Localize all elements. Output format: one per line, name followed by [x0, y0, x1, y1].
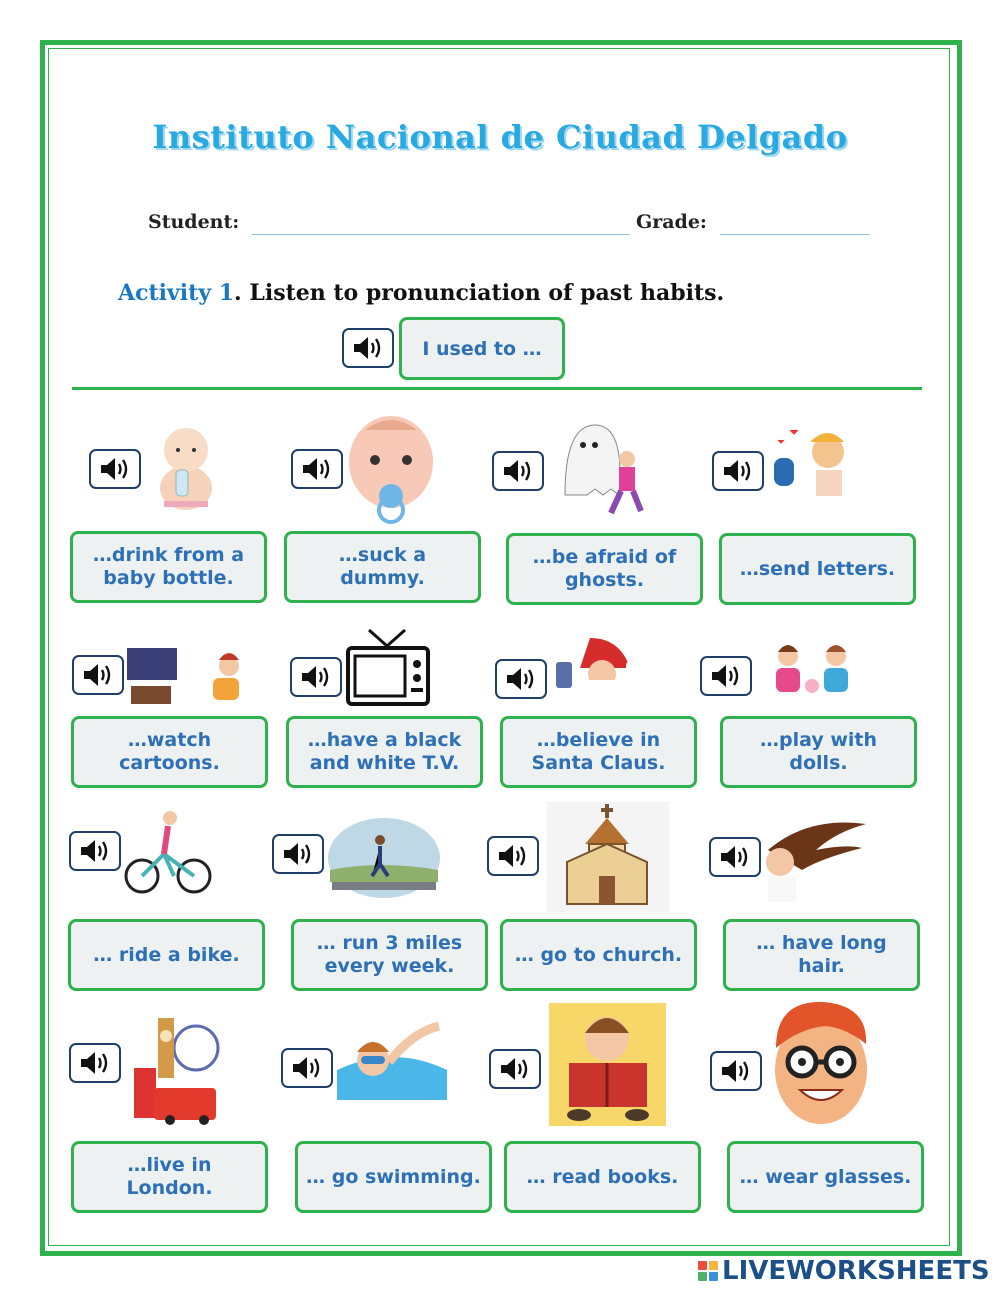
speaker-button[interactable] [492, 451, 544, 491]
speaker-button[interactable] [272, 834, 324, 874]
watching-tv-picture [125, 646, 243, 708]
speaker-button[interactable] [89, 449, 141, 489]
phrase-card[interactable]: … run 3 miles every week. [291, 919, 488, 991]
phrase-card[interactable]: … read books. [504, 1141, 701, 1213]
phrase-card[interactable]: …have a black and white T.V. [286, 716, 483, 788]
speaker-button[interactable] [69, 1043, 121, 1083]
student-name-line[interactable] [252, 234, 630, 235]
phrase-card[interactable]: …be afraid of ghosts. [506, 533, 703, 605]
speaker-button[interactable] [495, 659, 547, 699]
baby-bottle-picture [150, 418, 222, 514]
speaker-icon [97, 454, 133, 484]
phrase-card[interactable]: …play with dolls. [720, 716, 917, 788]
main-phrase-card[interactable]: I used to … [399, 317, 565, 380]
brand-icon [698, 1261, 718, 1281]
speaker-button[interactable] [709, 837, 761, 877]
student-label: Student: [148, 211, 240, 233]
phrase-card[interactable]: … have long hair. [723, 919, 920, 991]
main-speaker-button[interactable] [342, 328, 394, 368]
pacifier-baby-picture [345, 410, 437, 526]
speaker-icon [289, 1053, 325, 1083]
speaker-button[interactable] [72, 655, 124, 695]
section-divider [72, 387, 922, 390]
phrase-card[interactable]: … go swimming. [295, 1141, 492, 1213]
speaker-icon [495, 841, 531, 871]
speaker-button[interactable] [291, 449, 343, 489]
speaker-button[interactable] [489, 1049, 541, 1089]
phrase-card[interactable]: … ride a bike. [68, 919, 265, 991]
reading-picture [549, 1003, 666, 1126]
phrase-card[interactable]: … go to church. [500, 919, 697, 991]
swimming-picture [333, 1018, 451, 1110]
cupid-mailbox-picture [770, 418, 860, 520]
phrase-card[interactable]: …live in London. [71, 1141, 268, 1213]
activity-number: Activity 1 [118, 280, 235, 306]
speaker-icon [720, 456, 756, 486]
london-picture [124, 1008, 222, 1126]
phrase-card[interactable]: …send letters. [719, 533, 916, 605]
speaker-icon [77, 836, 113, 866]
grade-line[interactable] [720, 234, 870, 235]
cycling-picture [124, 808, 212, 898]
phrase-card[interactable]: …suck a dummy. [284, 531, 481, 603]
activity-heading [118, 280, 724, 306]
liveworksheets-logo[interactable] [698, 1256, 990, 1286]
school-title: Instituto Nacional de Ciudad Delgado [152, 118, 848, 156]
glasses-boy-picture [766, 998, 876, 1130]
speaker-icon [708, 661, 744, 691]
running-picture [326, 810, 442, 902]
speaker-icon [77, 1048, 113, 1078]
santa-picture [550, 632, 640, 710]
speaker-icon [350, 333, 386, 363]
speaker-button[interactable] [487, 836, 539, 876]
speaker-icon [717, 842, 753, 872]
speaker-icon [497, 1054, 533, 1084]
speaker-icon [718, 1056, 754, 1086]
speaker-button[interactable] [712, 451, 764, 491]
phrase-card[interactable]: …watch cartoons. [71, 716, 268, 788]
speaker-icon [299, 454, 335, 484]
speaker-button[interactable] [290, 657, 342, 697]
phrase-card[interactable]: …drink from a baby bottle. [70, 531, 267, 603]
grade-label: Grade: [636, 211, 707, 233]
church-picture [547, 802, 669, 912]
phrase-card[interactable]: … wear glasses. [727, 1141, 924, 1213]
speaker-icon [500, 456, 536, 486]
brand-name: LIVEWORKSHEETS [722, 1256, 990, 1286]
speaker-icon [298, 662, 334, 692]
old-tv-picture [345, 626, 431, 708]
long-hair-picture [762, 818, 868, 906]
speaker-button[interactable] [710, 1051, 762, 1091]
speaker-button[interactable] [281, 1048, 333, 1088]
speaker-icon [80, 660, 116, 690]
speaker-icon [503, 664, 539, 694]
speaker-icon [280, 839, 316, 869]
dolls-picture [766, 640, 858, 706]
ghost-picture [557, 415, 653, 521]
phrase-card[interactable]: …believe in Santa Claus. [500, 716, 697, 788]
speaker-button[interactable] [700, 656, 752, 696]
speaker-button[interactable] [69, 831, 121, 871]
activity-instruction: . Listen to pronunciation of past habits. [234, 280, 725, 306]
